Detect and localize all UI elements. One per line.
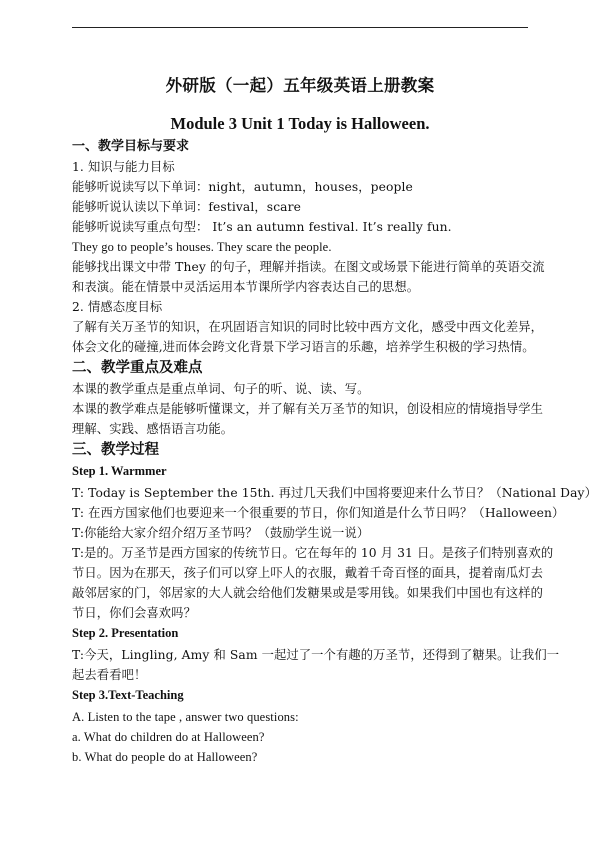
text-line: T:今天，Lingling, Amy 和 Sam 一起过了一个有趣的万圣节，还得到了糖果。让我们一 <box>72 648 560 662</box>
step-title-text-teaching: Step 3.Text-Teaching <box>72 688 184 702</box>
text-line: 能够找出课文中带 They 的句子，理解并指读。在图文或场景下能进行简单的英语交流 <box>72 260 545 274</box>
text-line: 和表演。能在情景中灵活运用本节课所学内容表达自己的思想。 <box>72 280 420 294</box>
text-line: T: 在西方国家他们也要迎来一个很重要的节日，你们知道是什么节日吗？（Halloween） <box>72 506 565 520</box>
step-title-presentation: Step 2. Presentation <box>72 626 179 640</box>
page-title: 外研版（一起）五年级英语上册教案 <box>165 76 435 95</box>
text-line: 理解、实践、感悟语言功能。 <box>72 422 234 436</box>
document-body <box>72 137 597 767</box>
text-line: T:是的。万圣节是西方国家的传统节日。它在每年的 10 月 31 日。是孩子们特别喜欢的 <box>72 546 554 560</box>
section-heading-process: 三、教学过程 <box>72 441 159 458</box>
text-line: 起去看看吧！ <box>72 668 147 682</box>
text-line: They go to people’s houses. They scare the people. <box>72 240 332 254</box>
section-heading-objectives: 一、教学目标与要求 <box>72 139 190 154</box>
text-line: 能够听说认读以下单词：festival，scare <box>72 200 301 214</box>
text-line: 敲邻居家的门，邻居家的大人就会给他们发糖果或是零用钱。如果我们中国也有这样的 <box>72 586 544 600</box>
text-line: T: Today is September the 15th. 再过几天我们中国将要迎来什么节日？（National Day） <box>72 486 597 500</box>
text-line: T:你能给大家介绍介绍万圣节吗？（鼓励学生说一说） <box>72 526 370 540</box>
module-title: Module 3 Unit 1 Today is Halloween. <box>170 114 430 133</box>
text-line: 本课的教学难点是能够听懂课文，并了解有关万圣节的知识，创设相应的情境指导学生 <box>72 402 544 416</box>
text-line: 能够听说读写重点句型： It’s an autumn festival. It’s really fun. <box>72 220 452 234</box>
section-heading-key-points: 二、教学重点及难点 <box>72 359 203 376</box>
text-line: 本课的教学重点是重点单词、句子的听、说、读、写。 <box>72 382 370 396</box>
subheading-knowledge: 1. 知识与能力目标 <box>72 160 175 174</box>
text-line: 体会文化的碰撞,进而体会跨文化背景下学习语言的乐趣，培养学生积极的学习热情。 <box>72 340 535 354</box>
text-line: a. What do children do at Halloween? <box>72 730 265 744</box>
text-line: 能够听说读写以下单词：night，autumn，houses，people <box>72 180 413 194</box>
text-line: 节日。因为在那天，孩子们可以穿上吓人的衣服，戴着千奇百怪的面具，提着南瓜灯去 <box>72 566 544 580</box>
text-line: b. What do people do at Halloween? <box>72 750 258 764</box>
header-rule <box>72 27 528 28</box>
subheading-attitude: 2. 情感态度目标 <box>72 300 163 314</box>
text-line: A. Listen to the tape , answer two questions: <box>72 710 299 724</box>
text-line: 了解有关万圣节的知识，在巩固语言知识的同时比较中西方文化，感受中西文化差异， <box>72 320 544 334</box>
text-line: 节日，你们会喜欢吗？ <box>72 606 196 620</box>
step-title-warmer: Step 1. Warmmer <box>72 464 167 478</box>
